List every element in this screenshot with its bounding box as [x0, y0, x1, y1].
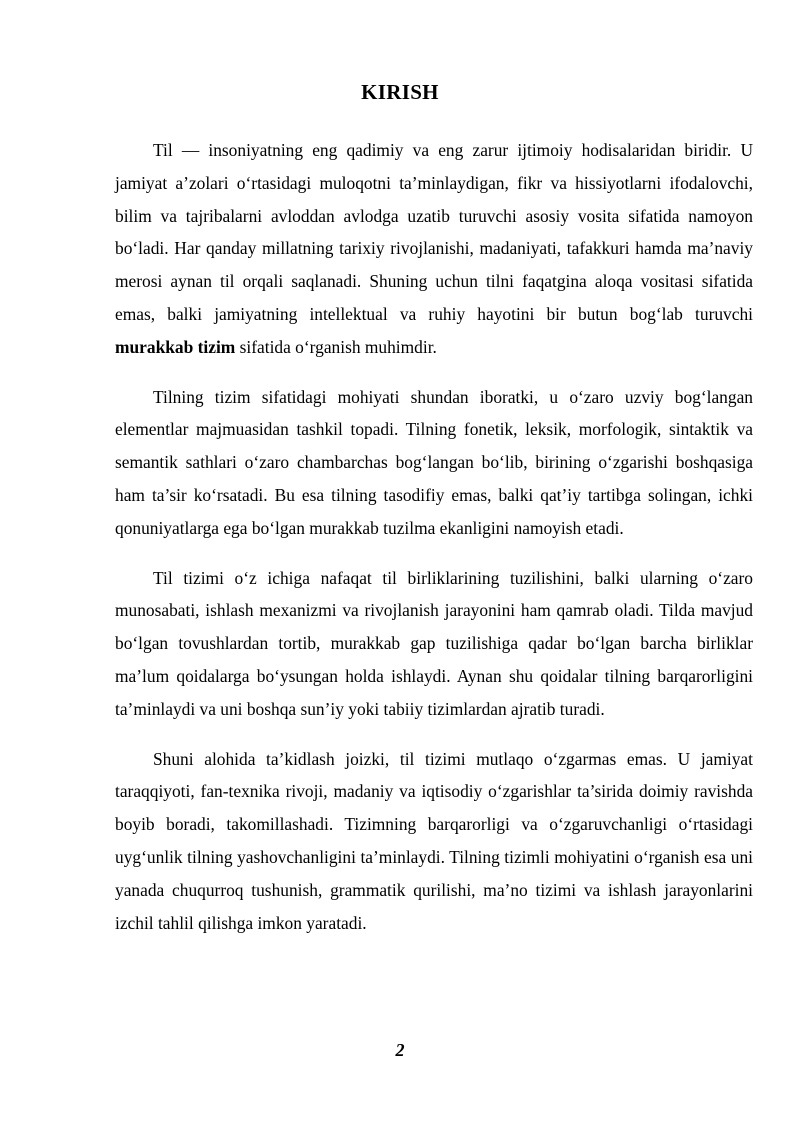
- page-number: 2: [395, 1040, 405, 1060]
- page-title: KIRISH: [361, 80, 439, 104]
- body-text: [115, 134, 753, 956]
- paragraph-1: [115, 134, 753, 364]
- bold-term: murakkab tizim: [115, 336, 236, 357]
- paragraph-2: Tilning tizim sifatidagi mohiyati shundan iboratki, u o‘zaro uzviy bog‘langan elementlar majmuasidan tashkil topadi. Tilning fonetik, leksik, morfologik, sintaktik va semantik sathlari o‘zaro chambarchas bog‘langan bo‘lib, birining o‘zgarishi boshqasiga ham ta’sir ko‘rsatadi. Bu esa tilning tasodifiy emas, balki qat’iy tartibga solingan, ichki qonuniyatlarga ega bo‘lgan murakkab tuzilma ekanligini namoyish etadi.: [115, 386, 753, 538]
- paragraph-4: Shuni alohida ta’kidlash joizki, til tizimi mutlaqo o‘zgarmas emas. U jamiyat taraqqiyoti, fan-texnika rivoji, madaniy va iqtisodiy o‘zgarishlar ta’sirida doimiy ravishda boyib boradi, takomillashadi. Tizimning barqarorligi va o‘zgaruvchanligi o‘rtasidagi uyg‘unlik tilning yashovchanligini ta’minlaydi. Tilning tizimli mohiyatini o‘rganish esa uni yanada chuqurroq tushunish, grammatik qurilishi, ma’no tizimi va ishlash jarayonlarini izchil tahlil qilishga imkon yaratadi.: [115, 748, 753, 933]
- paragraph-1-text: Til — insoniyatning eng qadimiy va eng zarur ijtimoiy hodisalaridan biridir. U jamiyat a’zolari o‘rtasidagi muloqotni ta’minlaydigan, fikr va hissiyotlarni ifodalovchi, bilim va tajribalarni avloddan avlodga uzatib turuvchi asosiy vosita sifatida namoyon bo‘ladi. Har qanday millatning tarixiy rivojlanishi, madaniyati, tafakkuri hamda ma’naviy merosi aynan til orqali saqlanadi. Shuning uchun tilni faqatgina aloqa vositasi sifatida emas, balki jamiyatning intellektual va ruhiy hayotini bir butun bog‘lab turuvchi: [115, 140, 753, 324]
- paragraph-1-ending: sifatida o‘rganish muhimdir.: [235, 336, 437, 357]
- paragraph-3: Til tizimi o‘z ichiga nafaqat til birliklarining tuzilishini, balki ularning o‘zaro munosabati, ishlash mexanizmi va rivojlanish jarayonini ham qamrab oladi. Tilda mavjud bo‘lgan tovushlardan tortib, murakkab gap tuzilishiga qadar bo‘lgan barcha birliklar ma’lum qoidalarga bo‘ysungan holda ishlaydi. Aynan shu qoidalar tilning barqarorligini ta’minlaydi va uni boshqa sun’iy yoki tabiiy tizimlardan ajratib turadi.: [115, 567, 753, 719]
